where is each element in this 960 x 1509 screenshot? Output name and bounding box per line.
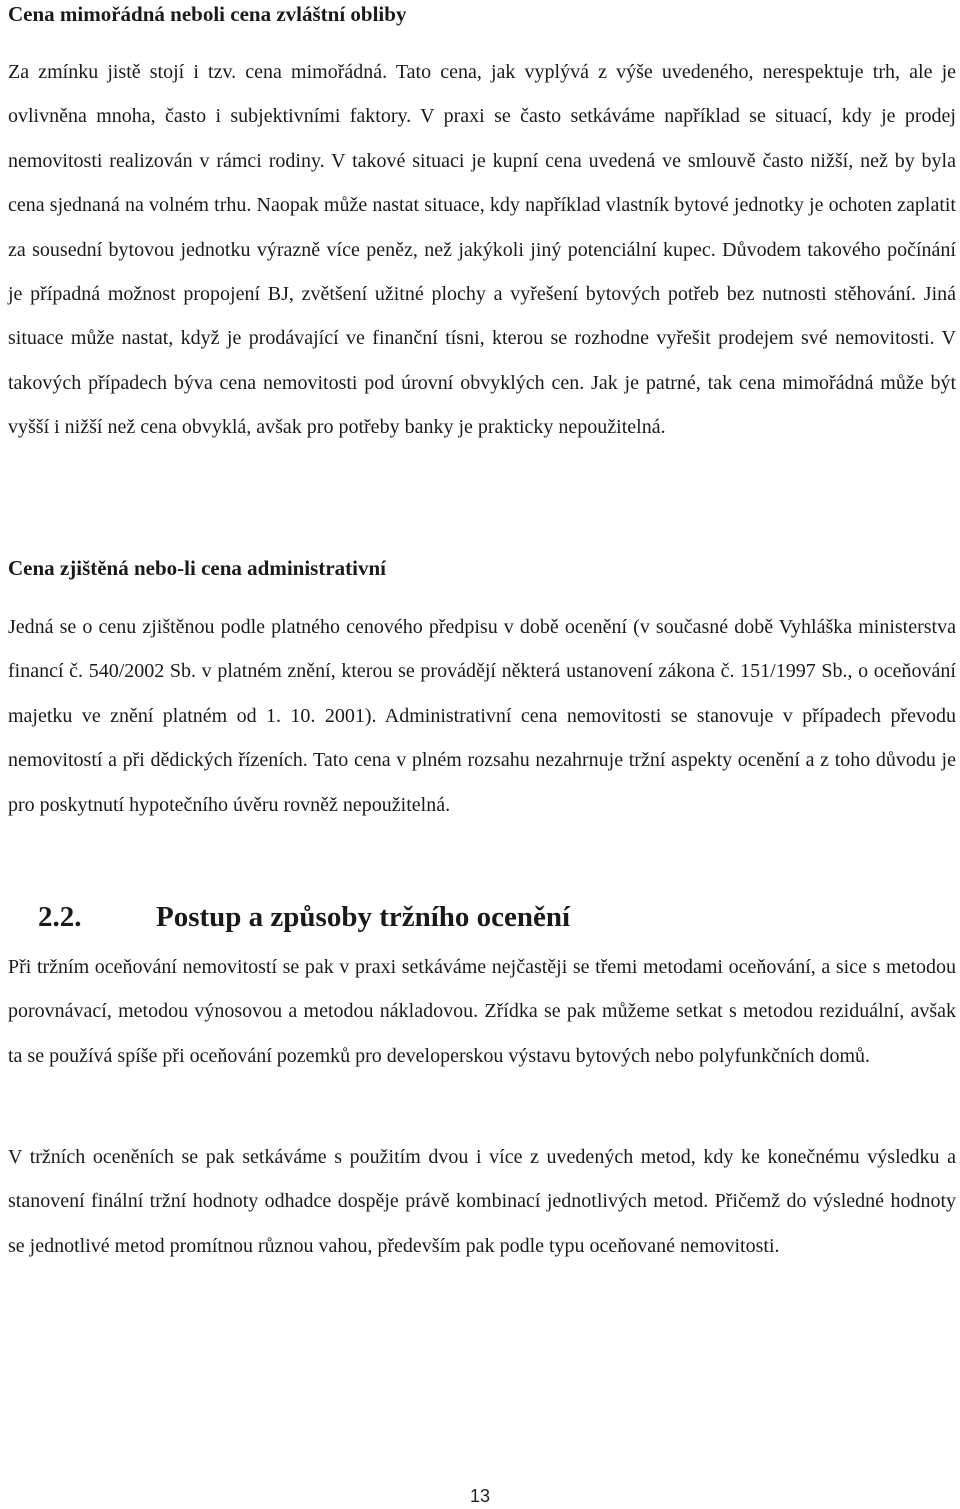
paragraph-cena-mimoradna: Za zmínku jistě stojí i tzv. cena mimořádná. Tato cena, jak vyplývá z výše uvedeného, nerespektuje trh, ale je ovlivněna mnoha, často i subjektivními faktory. V praxi se často setkáváme například se situací, kdy je prodej nemovitosti realizován v rámci rodiny. V takové situaci je kupní cena uvedená ve smlouvě často nižší, než by byla cena sjednaná na volném trhu. Naopak může nastat situace, kdy například vlastník bytové jednotky je ochoten zaplatit za sousední bytovou jednotku výrazně více peněz, než jakýkoli jiný potenciální kupec. Důvodem takového počínání je případná možnost propojení BJ, zvětšení užitné plochy a vyřešení bytových potřeb bez nutnosti stěhování. Jiná situace může nastat, když je prodávající ve finanční tísni, kterou se rozhodne vyřešit prodejem své nemovitosti. V takových případech býva cena nemovitosti pod úrovní obvyklých cen. Jak je patrné, tak cena mimořádná může být vyšší i nižší než cena obvyklá, avšak pro potřeby banky je prakticky nepoužitelná. — [8, 61, 956, 439]
paragraph-kombinace-metod: V tržních oceněních se pak setkáváme s použitím dvou i více z uvedených metod, kdy ke konečnému výsledku a stanovení finální tržní hodnoty odhadce dospěje právě kombinací jednotlivých metod. Přičemž do výsledné hodnoty se jednotlivé metod promítnou různou vahou, především pak podle typu oceňované nemovitosti. — [8, 1146, 956, 1257]
heading-cena-zjistena: Cena zjištěná nebo-li cena administrativní — [8, 556, 386, 580]
paragraph-cena-zjistena: Jedná se o cenu zjištěnou podle platného cenového předpisu v době ocenění (v současné době Vyhláška ministerstva financí č. 540/2002 Sb. v platném znění, kterou se provádějí některá ustanovení zákona č. 151/1997 Sb., o oceňování majetku ve znění platném od 1. 10. 2001). Administrativní cena nemovitosti se stanovuje v případech převodu nemovitostí a při dědických řízeních. Tato cena v plném rozsahu nezahrnuje tržní aspekty ocenění a z toho důvodu je pro poskytnutí hypotečního úvěru rovněž nepoužitelná. — [8, 616, 956, 816]
section-heading — [8, 897, 570, 937]
paragraph-metody-oceneni: Při tržním oceňování nemovitostí se pak v praxi setkáváme nejčastěji se třemi metodami oceňování, a sice s metodou porovnávací, metodou výnosovou a metodou nákladovou. Zřídka se pak můžeme setkat s metodou reziduální, avšak ta se používá spíše při oceňování pozemků pro developerskou výstavu bytových nebo polyfunkčních domů. — [8, 956, 956, 1067]
page-number: 13 — [469, 1486, 491, 1506]
section-number: 2.2. — [38, 901, 82, 933]
section-title: Postup a způsoby tržního ocenění — [156, 901, 571, 933]
heading-cena-mimoradna: Cena mimořádná neboli cena zvláštní obliby — [8, 2, 407, 26]
